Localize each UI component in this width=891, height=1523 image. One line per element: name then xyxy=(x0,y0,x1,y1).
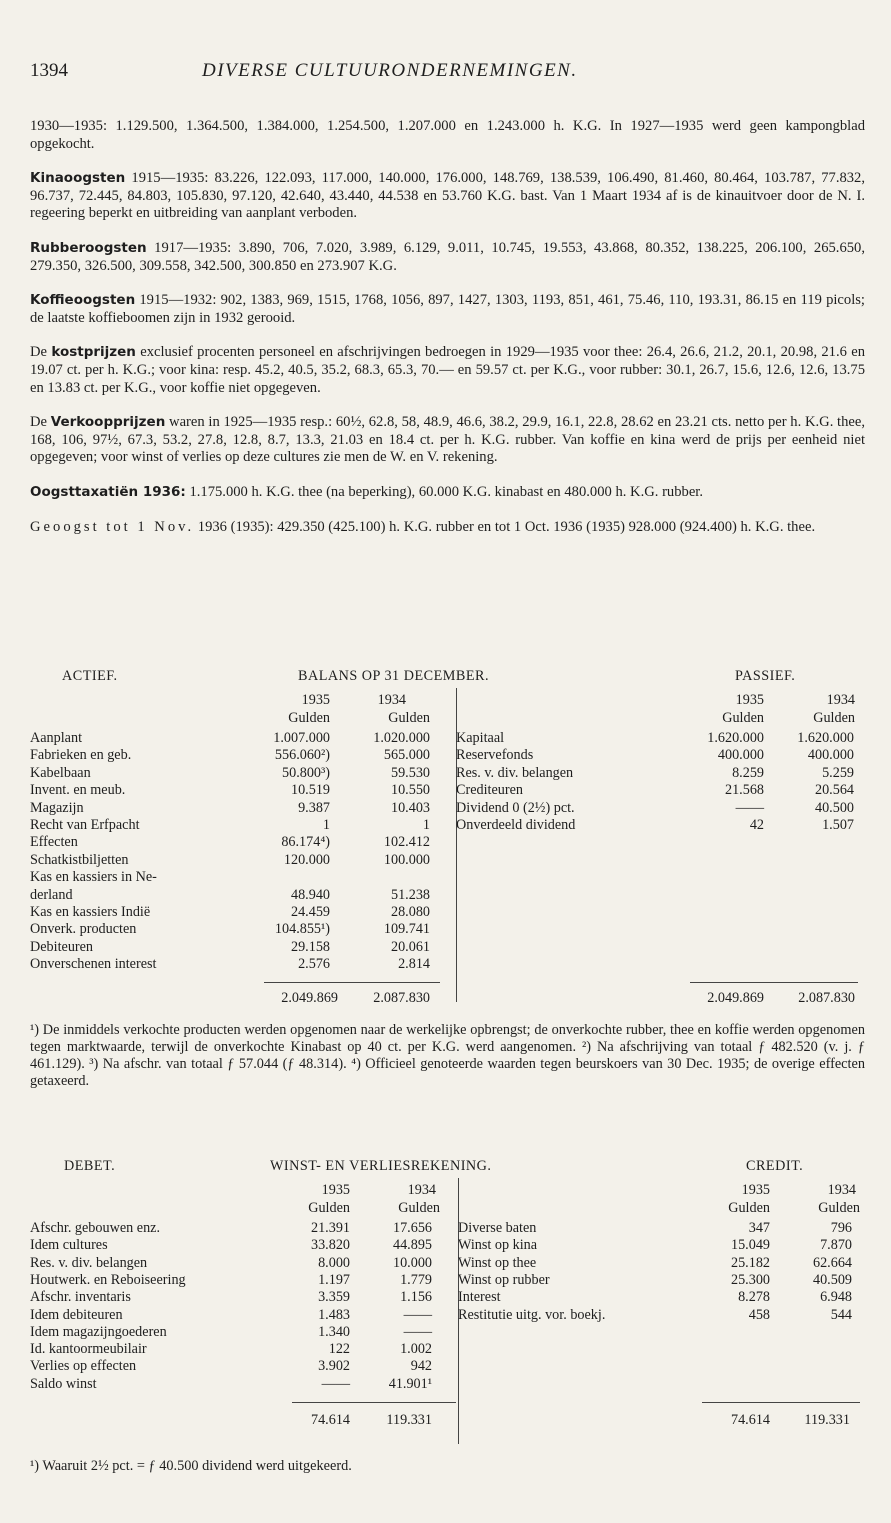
row-label: Winst op thee xyxy=(458,1254,537,1271)
value-1935: 1 xyxy=(322,817,330,833)
row-label: Diverse baten xyxy=(458,1220,537,1236)
value-1934: 6.948 xyxy=(820,1289,852,1306)
table-row xyxy=(456,730,865,747)
value-1935: 25.182 xyxy=(730,1254,770,1271)
value-1935: 120.000 xyxy=(283,851,330,868)
total-value: 2.087.830 xyxy=(798,990,855,1006)
value-1934: 100.000 xyxy=(383,851,430,868)
year-header: 1935 xyxy=(741,1182,770,1198)
row-label: Saldo winst xyxy=(30,1375,97,1392)
row-label: Id. kantoormeubilair xyxy=(30,1341,147,1358)
table-row xyxy=(30,921,450,938)
row-label: Restitutie uitg. vor. boekj. xyxy=(458,1306,606,1323)
value-1935: 347 xyxy=(748,1220,770,1236)
table-row xyxy=(458,1289,865,1306)
table-row xyxy=(30,1376,450,1393)
value-1934: 10.550 xyxy=(390,782,430,799)
row-label: Debiteuren xyxy=(30,938,94,955)
heading-kinaoogsten: Kinaoogsten xyxy=(30,170,126,187)
value-1934: 1.507 xyxy=(822,817,854,833)
heading-verkoopprijzen: Verkoopprijzen xyxy=(50,414,166,431)
row-label: Res. v. div. belangen xyxy=(456,764,574,781)
row-label: Invent. en meub. xyxy=(30,782,126,799)
unit-header: Gulden xyxy=(722,710,764,726)
row-label: Kabelbaan xyxy=(30,764,91,781)
actief-heading: ACTIEF. xyxy=(62,668,118,684)
value-1935: 1.340 xyxy=(318,1323,350,1340)
value-1935: 8.278 xyxy=(738,1289,770,1306)
row-label: Afschr. gebouwen enz. xyxy=(30,1220,161,1236)
value-1935: 42 xyxy=(749,817,764,833)
value-1935: 8.259 xyxy=(732,764,764,781)
total-value: 74.614 xyxy=(310,1412,350,1428)
page-title: DIVERSE CULTUURONDERNEMINGEN. xyxy=(202,60,578,81)
total-value: 2.049.869 xyxy=(281,990,338,1006)
value-1934: 1.156 xyxy=(400,1289,432,1306)
value-1934: 565.000 xyxy=(383,747,430,764)
total-rule xyxy=(690,982,858,983)
value-1934: 1.020.000 xyxy=(373,730,430,746)
value-1934: 7.870 xyxy=(820,1237,852,1254)
total-value: 74.614 xyxy=(730,1412,770,1428)
paragraph-kampongblad: 1930—1935: 1.129.500, 1.364.500, 1.384.000, 1.254.500, 1.207.000 en 1.243.000 h. K.G. In 1927—1935 werd geen kampongblad opgekocht. xyxy=(30,118,865,152)
table-row xyxy=(30,730,450,747)
row-label: derland xyxy=(30,886,73,903)
value-1935: 9.387 xyxy=(298,799,330,816)
value-1934: 102.412 xyxy=(383,834,430,851)
heading-oogsttaxatien: Oogsttaxatiën 1936: xyxy=(30,483,186,500)
value-1934: 41.901¹ xyxy=(388,1375,432,1392)
value-1934: 28.080 xyxy=(390,904,430,920)
table-row xyxy=(30,765,450,782)
value-1935: 3.902 xyxy=(318,1358,350,1375)
table-row xyxy=(30,1255,450,1272)
value-1935: 29.158 xyxy=(290,938,330,955)
total-value: 2.087.830 xyxy=(373,990,430,1006)
value-1935: 33.820 xyxy=(310,1237,350,1254)
table-row xyxy=(30,939,450,956)
value-1934: 10.403 xyxy=(390,799,430,816)
row-label: Onverdeeld dividend xyxy=(456,817,576,833)
row-label: Fabrieken en geb. xyxy=(30,747,132,764)
value-1934: 2.814 xyxy=(398,956,430,973)
value-1935: 1.007.000 xyxy=(273,730,330,746)
table-row xyxy=(30,817,450,834)
row-label: Interest xyxy=(458,1289,501,1306)
value-1935: 21.568 xyxy=(724,782,764,799)
year-header: 1935 xyxy=(735,692,764,708)
row-label: Effecten xyxy=(30,834,78,851)
table-row xyxy=(30,1307,450,1324)
row-label: Recht van Erfpacht xyxy=(30,817,140,833)
value-1934: —— xyxy=(403,1323,432,1340)
paragraph-rubberoogsten: Rubberoogsten 1917—1935: 3.890, 706, 7.020, 3.989, 6.129, 9.011, 10.745, 19.553, 43.868, 80.352, 138.225, 206.100, 265.650, 279.350, 326.500, 309.558, 342.500, 300.850 en 273.907 K.G. xyxy=(30,239,865,274)
value-1934: 20.061 xyxy=(390,938,430,955)
balance-footnotes: ¹) De inmiddels verkochte producten werden opgenomen naar de werkelijke opbrengst; de onverkochte rubber, thee en koffie werden opgenomen tegen marktwaarde, terwijl de onverkochte Kinabast op 40 ct. per K.G. werd aangenomen. ²) Na afschrijving van totaal ƒ 482.520 (v. j. ƒ 461.129). ³) Na afschr. van totaal ƒ 57.044 (ƒ 48.314). ⁴) Officieel genoteerde waarden tegen beurskoers van 30 Dec. 1935; de overige effecten getaxeerd. xyxy=(30,1022,865,1089)
table-row xyxy=(458,1255,865,1272)
table-row xyxy=(30,1289,450,1306)
value-1935: 21.391 xyxy=(310,1220,350,1236)
table-row xyxy=(30,1341,450,1358)
value-1934: 544 xyxy=(830,1306,852,1323)
paragraph-kinaoogsten: Kinaoogsten 1915—1935: 83.226, 122.093, 117.000, 140.000, 176.000, 148.769, 138.539, 106.490, 81.460, 80.464, 103.787, 77.832, 96.737, 72.445, 84.803, 105.830, 97.120, 42.640, 43.440, 44.538 en 53.760 K.G. bast. Van 1 Maart 1934 af is de kinauitvoer door de N. I. regeering beperkt en uitbreiding van aanplant verboden. xyxy=(30,170,866,222)
value-1935: 400.000 xyxy=(717,747,764,764)
row-label: Res. v. div. belangen xyxy=(30,1254,148,1271)
balance-sheet xyxy=(30,668,865,1008)
row-label: Idem debiteuren xyxy=(30,1306,123,1323)
row-label: Aanplant xyxy=(30,730,83,746)
value-1935: 458 xyxy=(748,1306,770,1323)
table-row xyxy=(456,765,865,782)
unit-header: Gulden xyxy=(388,710,430,726)
value-1934: 1.779 xyxy=(400,1271,432,1288)
total-rule xyxy=(702,1402,860,1403)
value-1934: 1.002 xyxy=(400,1341,432,1358)
table-row xyxy=(456,782,865,799)
row-label: Houtwerk. en Reboiseering xyxy=(30,1271,186,1288)
value-1934: 5.259 xyxy=(822,764,854,781)
value-1934: 51.238 xyxy=(390,886,430,903)
passief-heading: PASSIEF. xyxy=(735,668,796,684)
row-label: Magazijn xyxy=(30,799,84,816)
year-header: 1934 xyxy=(377,692,406,708)
table-row xyxy=(30,1272,450,1289)
total-rule xyxy=(292,1402,456,1403)
year-header: 1934 xyxy=(826,692,855,708)
table-row xyxy=(458,1237,865,1254)
heading-geoogst: Geoogst tot 1 Nov. xyxy=(30,518,195,535)
table-row xyxy=(456,800,865,817)
value-1934: 109.741 xyxy=(383,921,430,938)
value-1935: 8.000 xyxy=(318,1254,350,1271)
table-row xyxy=(30,904,450,921)
total-value: 119.331 xyxy=(386,1412,432,1428)
value-1935: 25.300 xyxy=(730,1271,770,1288)
body-text xyxy=(30,118,865,553)
row-label: Idem magazijngoederen xyxy=(30,1323,167,1340)
heading-koffieoogsten: Koffieoogsten xyxy=(30,292,136,309)
row-label: Crediteuren xyxy=(456,782,523,799)
value-1935: 3.359 xyxy=(318,1289,350,1306)
value-1934: 1 xyxy=(422,817,430,833)
paragraph-kostprijzen: De kostprijzen exclusief procenten personeel en afschrijvingen bedroegen in 1929—1935 voor thee: 26.4, 26.6, 21.2, 20.1, 20.98, 21.6 en 19.07 ct. per h. K.G.; voor kina: resp. 45.2, 40.5, 35.2, 68.3, 65.3, 70.— en 59.57 ct. per K.G., voor rubber: 30.1, 26.7, 15.6, 12.6, 12.6, 13.75 en 13.83 ct. per K.G., voor koffie niet opgegeven. xyxy=(30,344,865,396)
table-row xyxy=(30,782,450,799)
value-1934: 20.564 xyxy=(814,782,854,799)
table-row xyxy=(30,956,450,973)
profit-loss-account xyxy=(30,1158,865,1448)
table-row xyxy=(30,869,450,886)
page-number: 1394 xyxy=(30,60,68,81)
value-1935: —— xyxy=(321,1375,350,1392)
paragraph-oogsttaxatien: Oogsttaxatiën 1936: 1.175.000 h. K.G. thee (na beperking), 60.000 K.G. kinabast en 480.000 h. K.G. rubber. xyxy=(30,483,703,500)
row-label: Dividend 0 (2½) pct. xyxy=(456,799,575,816)
value-1934: 40.509 xyxy=(812,1271,852,1288)
value-1934: 59.530 xyxy=(390,764,430,781)
row-label: Kas en kassiers in Ne- xyxy=(30,869,157,886)
table-row xyxy=(30,834,450,851)
row-label: Onverk. producten xyxy=(30,921,137,938)
total-value: 119.331 xyxy=(804,1412,850,1428)
heading-rubberoogsten: Rubberoogsten xyxy=(30,239,147,256)
debet-heading: DEBET. xyxy=(64,1158,116,1174)
value-1934: 62.664 xyxy=(812,1254,852,1271)
value-1935: 122 xyxy=(328,1341,350,1358)
table-row xyxy=(456,817,865,834)
unit-header: Gulden xyxy=(308,1200,350,1216)
table-row xyxy=(30,887,450,904)
profit-loss-footnote: ¹) Waaruit 2½ pct. = ƒ 40.500 dividend werd uitgekeerd. xyxy=(30,1458,352,1474)
value-1935: 50.800³) xyxy=(282,764,330,781)
paragraph-verkoopprijzen: De Verkoopprijzen waren in 1925—1935 resp.: 60½, 62.8, 58, 48.9, 46.6, 38.2, 29.9, 16.1, 22.8, 28.62 en 23.21 cts. netto per h. K.G. thee, 168, 106, 97½, 67.3, 53.2, 27.8, 12.8, 8.7, 13.3, 21.03 en 18.4 ct. per h. K.G. rubber. Van koffie en kina werd de prijs per eenheid niet opgegeven; voor winst of verlies op deze cultures zie men de W. en V. rekening. xyxy=(30,414,866,466)
paragraph-koffieoogsten: Koffieoogsten 1915—1932: 902, 1383, 969, 1515, 1768, 1056, 897, 1427, 1303, 1193, 851, 461, 75.46, 110, 193.31, 86.15 en 119 picols; de laatste koffieboomen zijn in 1932 gerooid. xyxy=(30,292,865,326)
unit-header: Gulden xyxy=(728,1200,770,1216)
table-row xyxy=(30,1358,450,1375)
row-label: Idem cultures xyxy=(30,1237,108,1254)
row-label: Winst op kina xyxy=(458,1237,538,1254)
table-row xyxy=(458,1272,865,1289)
row-label: Kas en kassiers Indië xyxy=(30,904,151,920)
table-row xyxy=(458,1220,865,1237)
value-1935: 1.197 xyxy=(318,1271,350,1288)
row-label: Verlies op effecten xyxy=(30,1358,137,1375)
value-1934: 44.895 xyxy=(392,1237,432,1254)
table-row xyxy=(30,1237,450,1254)
value-1935: 10.519 xyxy=(290,782,330,799)
value-1935: —— xyxy=(735,799,764,816)
total-rule xyxy=(264,982,440,983)
value-1934: 400.000 xyxy=(807,747,854,764)
row-label: Schatkistbiljetten xyxy=(30,851,129,868)
row-label: Kapitaal xyxy=(456,730,505,746)
value-1935: 556.060²) xyxy=(274,747,330,764)
value-1935: 86.174⁴) xyxy=(281,834,330,851)
year-header: 1935 xyxy=(301,692,330,708)
value-1934: 40.500 xyxy=(814,799,854,816)
row-label: Reservefonds xyxy=(456,747,534,764)
table-row xyxy=(456,747,865,764)
row-label: Winst op rubber xyxy=(458,1271,550,1288)
value-1935: 104.855¹) xyxy=(274,921,330,938)
value-1935: 24.459 xyxy=(290,904,330,920)
value-1934: 942 xyxy=(410,1358,432,1375)
value-1935: 15.049 xyxy=(730,1237,770,1254)
table-row xyxy=(30,852,450,869)
year-header: 1935 xyxy=(321,1182,350,1198)
unit-header: Gulden xyxy=(818,1200,860,1216)
heading-kostprijzen: kostprijzen xyxy=(51,344,136,361)
unit-header: Gulden xyxy=(288,710,330,726)
year-header: 1934 xyxy=(827,1182,856,1198)
value-1934: 10.000 xyxy=(392,1254,432,1271)
table-row xyxy=(30,800,450,817)
balance-title: BALANS OP 31 DECEMBER. xyxy=(298,668,489,684)
total-value: 2.049.869 xyxy=(707,990,764,1006)
value-1935: 1.483 xyxy=(318,1306,350,1323)
unit-header: Gulden xyxy=(813,710,855,726)
profit-loss-title: WINST- EN VERLIESREKENING. xyxy=(270,1158,492,1174)
paragraph-geoogst: Geoogst tot 1 Nov. 1936 (1935): 429.350 (425.100) h. K.G. rubber en tot 1 Oct. 1936 (1935) 928.000 (924.400) h. K.G. thee. xyxy=(30,518,816,535)
table-row xyxy=(30,747,450,764)
value-1934: 1.620.000 xyxy=(797,730,854,746)
year-header: 1934 xyxy=(407,1182,436,1198)
value-1934: —— xyxy=(403,1306,432,1323)
table-row xyxy=(458,1307,865,1324)
value-1934: 17.656 xyxy=(392,1220,432,1236)
credit-heading: CREDIT. xyxy=(746,1158,804,1174)
value-1935: 48.940 xyxy=(290,886,330,903)
row-label: Onverschenen interest xyxy=(30,956,157,973)
value-1935: 1.620.000 xyxy=(707,730,764,746)
value-1934: 796 xyxy=(830,1220,852,1236)
value-1935: 2.576 xyxy=(298,956,330,973)
row-label: Afschr. inventaris xyxy=(30,1289,131,1306)
table-row xyxy=(30,1324,450,1341)
unit-header: Gulden xyxy=(398,1200,440,1216)
table-row xyxy=(30,1220,450,1237)
